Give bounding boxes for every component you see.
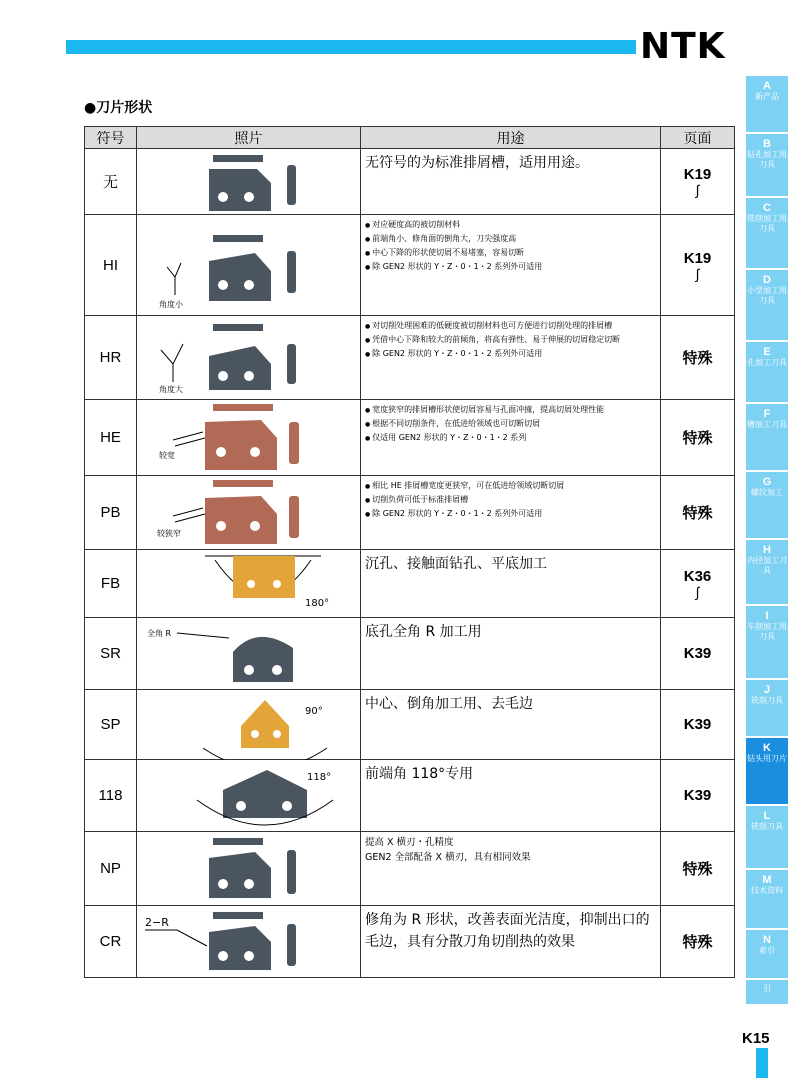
photo-cell [137, 215, 361, 316]
symbol-cell: PB [85, 476, 137, 550]
insert-image [137, 550, 359, 618]
header-accent-bar [66, 40, 636, 54]
photo-cell [137, 316, 361, 400]
tab-d[interactable]: D 小型加工用刀具 [746, 270, 788, 340]
insert-image [137, 760, 359, 832]
insert-image [137, 316, 359, 400]
use-cell: ● 对切削处理困难的低硬度被切削材料也可方便进行切削处理的排屑槽 ● 凭借中心下降和较大的前倾角，将高有弹性、易于伸展的切屑稳定切断 ● 除 GEN2 形状的 Y・Z・0・1・2 系列外可适用 [361, 316, 661, 400]
table-row [85, 690, 735, 760]
angle-label: 118° [307, 772, 332, 783]
table-row [85, 476, 735, 550]
tab-e[interactable]: E 孔加工刀具 [746, 342, 788, 402]
symbol-cell: HR [85, 316, 137, 400]
table-row [85, 832, 735, 906]
page-cell: K39 [661, 690, 735, 760]
angle-label: 90° [305, 706, 323, 717]
page-cell: 特殊 [661, 906, 735, 978]
tab-l[interactable]: L 铣削刀具 [746, 806, 788, 868]
photo-cell [137, 760, 361, 832]
angle-label: 角度小 [159, 300, 183, 309]
tab-index[interactable]: 引 [746, 980, 788, 1004]
use-cell: ● 相比 HE 排屑槽宽度更狭窄，可在低进给领域切断切屑 ● 切削负荷可低于标准排屑槽 ● 除 GEN2 形状的 Y・Z・0・1・2 系列外可适用 [361, 476, 661, 550]
width-label: 较狭窄 [157, 529, 181, 538]
tab-n[interactable]: N 索引 [746, 930, 788, 978]
table-row [85, 316, 735, 400]
photo-cell [137, 690, 361, 760]
brand-logo: NTK [640, 26, 726, 67]
insert-image [137, 476, 359, 550]
insert-shape-table [84, 126, 735, 978]
header-symbol: 符号 [85, 127, 137, 149]
insert-image [137, 832, 359, 906]
width-label: 较宽 [159, 451, 175, 460]
radius-label: 2−R [145, 916, 169, 929]
page-cell: 特殊 [661, 476, 735, 550]
page-cell: 特殊 [661, 316, 735, 400]
use-cell: 前端角 118°专用 [361, 760, 661, 832]
tab-c[interactable]: C 铣削加工用刀具 [746, 198, 788, 268]
page-accent-bar [756, 1048, 768, 1078]
tab-k[interactable]: K 钻头用刀片 [746, 738, 788, 804]
use-cell: 中心、倒角加工用、去毛边 [361, 690, 661, 760]
page-cell: K39 [661, 760, 735, 832]
angle-label: 角度大 [159, 385, 183, 394]
photo-cell [137, 550, 361, 618]
header-page: 页面 [661, 127, 735, 149]
photo-cell [137, 618, 361, 690]
table-row [85, 400, 735, 476]
page-cell: K19 ∫ [661, 215, 735, 316]
tab-h[interactable]: H 内径加工刀具 [746, 540, 788, 604]
header-photo: 照片 [137, 127, 361, 149]
page-cell: K19 ∫ [661, 149, 735, 215]
insert-image [137, 149, 359, 215]
radius-label: 全角 R [147, 629, 172, 638]
table-row [85, 618, 735, 690]
insert-image [137, 906, 359, 978]
table-row [85, 760, 735, 832]
tab-a[interactable]: A 新产品 [746, 76, 788, 132]
symbol-cell: CR [85, 906, 137, 978]
symbol-cell: FB [85, 550, 137, 618]
table-row [85, 550, 735, 618]
use-cell: 修角为 R 形状，改善表面光洁度，抑制出口的毛边，具有分散刀角切削热的效果 [361, 906, 661, 978]
use-cell: 底孔全角 R 加工用 [361, 618, 661, 690]
use-cell: ● 对应硬度高的被切削材料 ● 前端角小、修角面的倒角大，刀尖强度高 ● 中心下降的形状使切屑不易堵塞，容易切断 ● 除 GEN2 形状的 Y・Z・0・1・2 系列外可适用 [361, 215, 661, 316]
tab-b[interactable]: B 钻孔加工用刀具 [746, 134, 788, 196]
page-number: K15 [742, 1030, 770, 1047]
header-use: 用途 [361, 127, 661, 149]
symbol-cell: 118 [85, 760, 137, 832]
insert-image [137, 400, 359, 476]
photo-cell [137, 400, 361, 476]
tab-m[interactable]: M 技术资料 [746, 870, 788, 928]
page-cell: K39 [661, 618, 735, 690]
insert-image [137, 618, 359, 690]
table-row [85, 215, 735, 316]
symbol-cell: SR [85, 618, 137, 690]
symbol-cell: HE [85, 400, 137, 476]
symbol-cell: SP [85, 690, 137, 760]
insert-image [137, 690, 359, 760]
page-cell: 特殊 [661, 832, 735, 906]
use-cell: 沉孔、接触面钻孔、平底加工 [361, 550, 661, 618]
tab-f[interactable]: F 槽加工刀具 [746, 404, 788, 470]
symbol-cell: HI [85, 215, 137, 316]
photo-cell [137, 906, 361, 978]
tab-g[interactable]: G 螺纹加工 [746, 472, 788, 538]
section-title: ●刀片形状 [84, 100, 153, 116]
table-row [85, 149, 735, 215]
table-row [85, 906, 735, 978]
use-cell: ● 宽度狭窄的排屑槽形状使切屑容易与孔面冲撞，提高切屑处理性能 ● 根据不同切削条件，在低进给领域也可切断切屑 ● 仅适用 GEN2 形状的 Y・Z・0・1・2 系列 [361, 400, 661, 476]
angle-label: 180° [305, 598, 330, 609]
photo-cell [137, 832, 361, 906]
table-header-row [85, 127, 735, 149]
tab-i[interactable]: I 车削加工用刀具 [746, 606, 788, 678]
insert-image [137, 215, 359, 316]
use-cell: 提高 X 横刃・孔精度 GEN2 全部配备 X 横刃，具有相同效果 [361, 832, 661, 906]
use-cell: 无符号的为标准排屑槽，适用用途。 [361, 149, 661, 215]
photo-cell [137, 149, 361, 215]
symbol-cell: NP [85, 832, 137, 906]
page-cell: 特殊 [661, 400, 735, 476]
photo-cell [137, 476, 361, 550]
page-cell: K36 ∫ [661, 550, 735, 618]
tab-j[interactable]: J 铣削刀具 [746, 680, 788, 736]
symbol-cell: 无 [85, 149, 137, 215]
